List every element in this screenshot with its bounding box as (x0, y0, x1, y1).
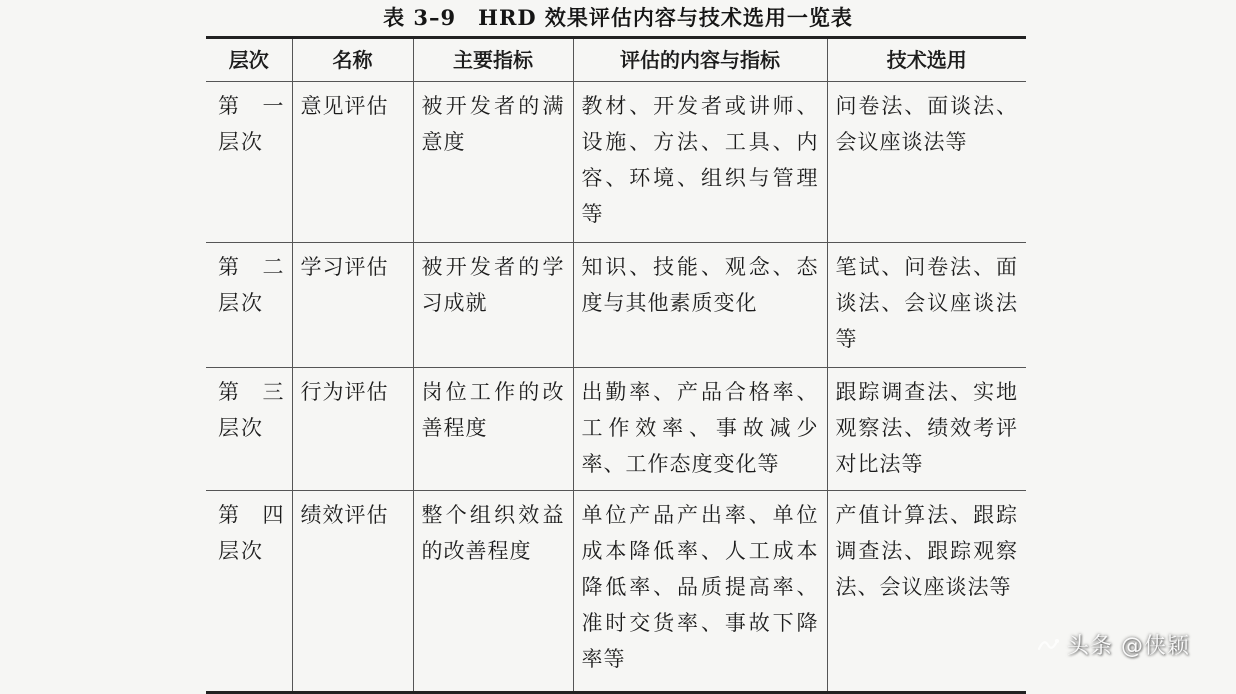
cell-indicator: 岗位工作的改善程度 (413, 368, 573, 491)
cell-technique: 跟踪调查法、实地观察法、绩效考评对比法等 (827, 368, 1026, 491)
cell-level: 第三层次 (206, 368, 292, 491)
cell-level: 第四层次 (206, 491, 292, 693)
table-row (206, 243, 1026, 368)
cell-indicator: 被开发者的学习成就 (413, 243, 573, 368)
header-cell-content: 评估的内容与指标 (573, 38, 827, 82)
cell-content: 知识、技能、观念、态度与其他素质变化 (573, 243, 827, 368)
table-row (206, 368, 1026, 491)
watermark-logo-icon (1035, 632, 1061, 658)
cell-name: 学习评估 (292, 243, 413, 368)
header-cell-level: 层次 (206, 38, 292, 82)
cell-name: 意见评估 (292, 82, 413, 243)
table (206, 36, 1026, 694)
table-row (206, 82, 1026, 243)
cell-name: 行为评估 (292, 368, 413, 491)
cell-indicator: 整个组织效益的改善程度 (413, 491, 573, 693)
header-cell-technique: 技术选用 (827, 38, 1026, 82)
header-row (206, 38, 1026, 82)
hrd-evaluation-table (206, 36, 1026, 686)
cell-technique: 笔试、问卷法、面谈法、会议座谈法等 (827, 243, 1026, 368)
cell-content: 教材、开发者或讲师、设施、方法、工具、内容、环境、组织与管理等 (573, 82, 827, 243)
source-watermark (1035, 629, 1190, 660)
cell-level: 第一层次 (206, 82, 292, 243)
cell-indicator: 被开发者的满意度 (413, 82, 573, 243)
watermark-text: 头条 @侠颖 (1067, 634, 1190, 659)
header-cell-indicator: 主要指标 (413, 38, 573, 82)
table-row (206, 491, 1026, 693)
cell-content: 出勤率、产品合格率、工作效率、事故减少率、工作态度变化等 (573, 368, 827, 491)
cell-technique: 产值计算法、跟踪调查法、跟踪观察法、会议座谈法等 (827, 491, 1026, 693)
header-cell-name: 名称 (292, 38, 413, 82)
cell-technique: 问卷法、面谈法、会议座谈法等 (827, 82, 1026, 243)
table-caption: 表 3–9 HRD 效果评估内容与技术选用一览表 (383, 5, 853, 30)
cell-level: 第二层次 (206, 243, 292, 368)
cell-content: 单位产品产出率、单位成本降低率、人工成本降低率、品质提高率、准时交货率、事故下降率等 (573, 491, 827, 693)
cell-name: 绩效评估 (292, 491, 413, 693)
